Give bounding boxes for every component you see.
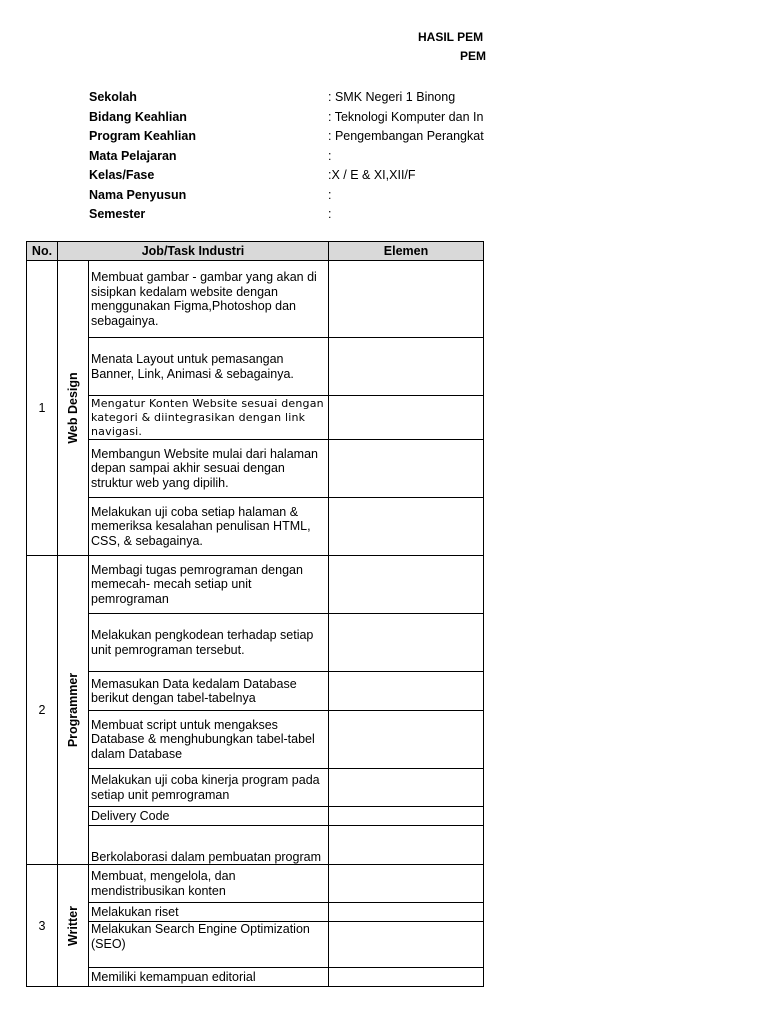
task-cell: Memiliki kemampuan editorial (89, 968, 329, 987)
info-label: Sekolah (89, 90, 137, 104)
table-row (27, 826, 484, 865)
task-cell: Melakukan riset (89, 903, 329, 922)
info-label: Program Keahlian (89, 129, 196, 143)
elemen-cell[interactable] (329, 672, 484, 711)
task-cell: Mengatur Konten Website sesuai dengan kategori & diintegrasikan dengan link navigasi. (89, 396, 329, 440)
table-row (27, 903, 484, 922)
elemen-cell[interactable] (329, 769, 484, 807)
table-row (27, 498, 484, 556)
info-value: : SMK Negeri 1 Binong (328, 90, 456, 104)
group-number: 1 (27, 261, 58, 556)
category-label: Programmer (66, 672, 80, 748)
elemen-cell[interactable] (329, 556, 484, 614)
table-row (27, 807, 484, 826)
task-cell: Melakukan uji coba kinerja program pada setiap unit pemrograman (89, 769, 329, 807)
task-cell: Melakukan Search Engine Optimization (SEO) (89, 922, 329, 968)
info-value: : Pengembangan Perangkat (328, 129, 484, 143)
elemen-cell[interactable] (329, 498, 484, 556)
category-label: Web Design (66, 372, 80, 444)
task-cell: Melakukan uji coba setiap halaman & memeriksa kesalahan penulisan HTML, CSS, & sebagainya. (89, 498, 329, 556)
info-value: : (328, 207, 332, 221)
task-cell: Melakukan pengkodean terhadap setiap unit pemrograman tersebut. (89, 614, 329, 672)
document-title-line2: PEM (460, 49, 487, 63)
table-row (27, 338, 484, 396)
task-cell: Menata Layout untuk pemasangan Banner, Link, Animasi & sebagainya. (89, 338, 329, 396)
elemen-cell[interactable] (329, 968, 484, 987)
table-row (27, 769, 484, 807)
table-row (27, 672, 484, 711)
elemen-cell[interactable] (329, 807, 484, 826)
task-cell: Memasukan Data kedalam Database berikut dengan tabel-tabelnya (89, 672, 329, 711)
table-row (27, 711, 484, 769)
table-row (27, 614, 484, 672)
info-label: Kelas/Fase (89, 168, 155, 182)
header-no: No. (27, 242, 58, 261)
elemen-cell[interactable] (329, 614, 484, 672)
info-label: Nama Penyusun (89, 187, 187, 202)
header-job-task: Job/Task Industri (58, 242, 329, 261)
elemen-cell[interactable] (329, 440, 484, 498)
task-cell: Membuat script untuk mengakses Database & menghubungkan tabel-tabel dalam Database (89, 711, 329, 769)
elemen-cell[interactable] (329, 711, 484, 769)
info-label: Semester (89, 207, 146, 221)
header-elemen: Elemen (329, 242, 484, 261)
elemen-cell[interactable] (329, 826, 484, 865)
table-row (27, 865, 484, 903)
elemen-cell[interactable] (329, 865, 484, 903)
group-number: 2 (27, 556, 58, 865)
table-row (27, 968, 484, 987)
info-value: : (328, 148, 332, 163)
group-category (58, 556, 89, 865)
table-row (27, 922, 484, 968)
category-label: Writter (66, 905, 80, 946)
document-title-line1: HASIL PEM (418, 30, 484, 44)
group-number: 3 (27, 865, 58, 987)
info-label: Mata Pelajaran (89, 148, 177, 163)
task-cell: Membuat gambar - gambar yang akan di sisipkan kedalam website dengan menggunakan Figma,Photoshop dan sebagainya. (89, 261, 329, 338)
elemen-cell[interactable] (329, 396, 484, 440)
info-value: : (328, 187, 332, 202)
elemen-cell[interactable] (329, 903, 484, 922)
job-task-table (26, 241, 484, 987)
elemen-cell[interactable] (329, 261, 484, 338)
info-label: Bidang Keahlian (89, 109, 187, 124)
task-cell: Membuat, mengelola, dan mendistribusikan konten (89, 865, 329, 903)
elemen-cell[interactable] (329, 338, 484, 396)
elemen-cell[interactable] (329, 922, 484, 968)
table-row (27, 556, 484, 614)
info-value: :X / E & XI,XII/F (328, 168, 416, 182)
group-category (58, 261, 89, 556)
task-cell: Berkolaborasi dalam pembuatan program (89, 826, 329, 865)
table-header-row (27, 242, 484, 261)
task-cell: Membagi tugas pemrograman dengan memecah- mecah setiap unit pemrograman (89, 556, 329, 614)
group-category (58, 865, 89, 987)
table-row (27, 396, 484, 440)
task-cell: Delivery Code (89, 807, 329, 826)
table-row (27, 261, 484, 338)
table-row (27, 440, 484, 498)
info-value: : Teknologi Komputer dan In (328, 109, 484, 124)
task-cell: Membangun Website mulai dari halaman depan sampai akhir sesuai dengan struktur web yang dipilih. (89, 440, 329, 498)
